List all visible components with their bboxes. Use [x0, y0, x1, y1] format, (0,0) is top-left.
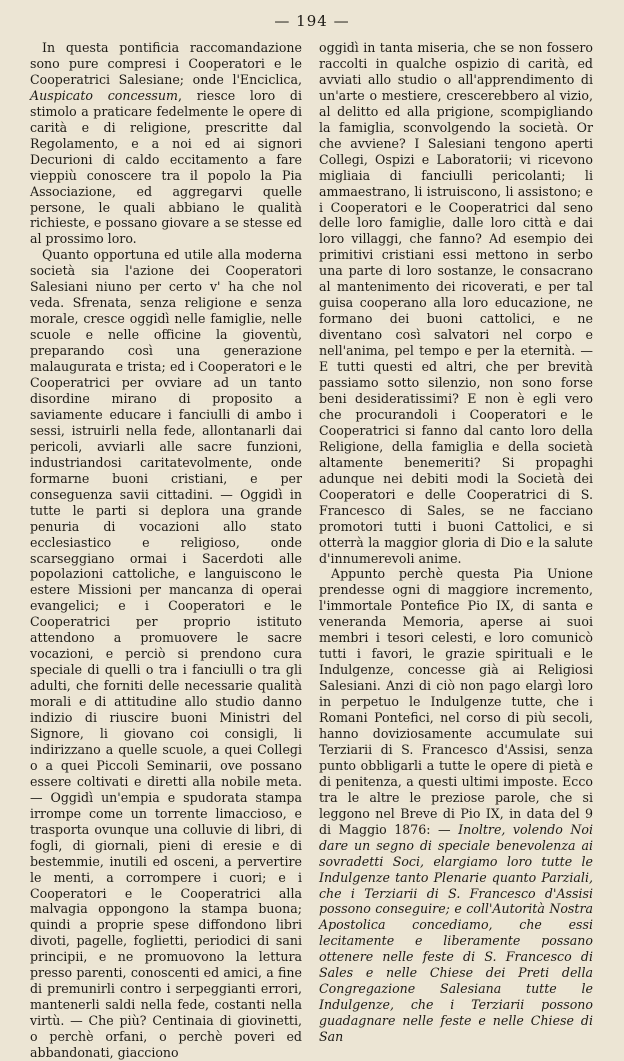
paragraph [319, 566, 593, 1045]
paragraph-text: In questa pontificia raccomandazione sono pure compresi i Cooperatori e le Cooperatrici Salesiane; onde l'Enciclica, [30, 40, 302, 87]
paragraph-text: , riesce loro di stimolo a praticare fedelmente le opere di carità e di religione, prescritte dal Regolamento, e a noi ed ai signori Decurioni di caldo eccitamento a fare vieppiù conoscere tra il popolo la Pia Associazione, ed aggregarvi quelle persone, le quali abbiano le qualità richieste, e possano giovare a se stesse ed al prossimo loro. [30, 87, 302, 247]
left-column [30, 40, 302, 1061]
paragraph [30, 40, 302, 247]
italic-quote: Inoltre, volendo Noi dare un segno di speciale benevolenza ai sovradetti Soci, elargiamo loro tutte le Indulgenze tanto Plenarie quanto Parziali, che i Terziarii di S. Francesco d'Assisi possono conseguire; e coll'Autorità Nostra Apostolica concediamo, che essi lecitamente e liberamente possano ottenere nelle feste di S. Francesco di Sales e nelle Chiese dei Preti della Congregazione Salesiana tutte le Indulgenze, che i Terziarii possono guadagnare nelle feste e nelle Chiese di San [319, 821, 593, 1045]
right-column [319, 40, 593, 1045]
italic-title: Auspicato concessum [30, 87, 178, 103]
page-number: — 194 — [274, 12, 350, 30]
paragraph-continued: oggidì in tanta miseria, che se non fossero raccolti in qualche ospizio di carità, ed avviati allo studio o all'apprendimento di un'arte o mestiere, crescerebbero al vizio, al delitto ed alla prigione, scompigliando la famiglia, sconvolgendo la società. Or che avviene? I Salesiani tengono aperti Collegi, Ospizi e Laboratorii; vi ricevono migliaia di fanciulli pericolanti; li ammaestrano, li istruiscono, li assistono; e i Cooperatori e le Cooperatrici dal seno delle loro famiglie, dalle loro città e dai loro villaggi, che fanno? Ad esempio dei primitivi cristiani essi mettono in serbo una parte di loro sostanze, le consacrano al mantenimento dei ricoverati, e per tal guisa cooperano alla loro educazione, ne formano dei buoni cattolici, e ne diventano così salvatori nel corpo e nell'anima, pel tempo e per la eternità. — E tutti questi ed altri, che per brevità passiamo sotto silenzio, non sono forse beni desideratissimi? E non è egli vero che procurandoli i Cooperatori e le Cooperatrici si fanno dal canto loro della Religione, della famiglia e della società altamente benemeriti? Si propaghi adunque nei debiti modi la Società dei Cooperatori e delle Cooperatrici di S. Francesco di Sales, se ne facciano promotori tutti i buoni Cattolici, e si otterrà la maggior gloria di Dio e la salute d'innumerevoli anime. [319, 40, 593, 566]
paragraph-text: Appunto perchè questa Pia Unione prendesse ogni di maggiore incremento, l'immortale Pontefice Pio IX, di santa e veneranda Memoria, aperse ai suoi membri i tesori celesti, e loro comunicò tutti i favori, le grazie spirituali e le Indulgenze, concesse già ai Religiosi Salesiani. Anzi di ciò non pago elargì loro in perpetuo le Indulgenze tutte, che i Romani Pontefici, nel corso di più secoli, hanno doviziosamente accumulate sui Terziarii di S. Francesco d'Assisi, senza punto obbligarli a tutte le opere di pietà e di penitenza, a questi ultimi imposte. Ecco tra le altre le preziose parole, che si leggono nel Breve di Pio IX, in data del 9 di Maggio 1876: — [319, 566, 593, 837]
paragraph: Quanto opportuna ed utile alla moderna società sia l'azione dei Cooperatori Salesiani niuno per certo v' ha che nol veda. Sfrenata, senza religione e senza morale, cresce oggidì nelle famiglie, nelle scuole e nelle officine la gioventù, preparando così una generazione malaugurata e trista; ed i Cooperatori e le Cooperatrici per ovviare ad un tanto disordine mirano di proposito a saviamente educare i fanciulli di ambo i sessi, istruirli nella fede, allontanarli dai pericoli, avviarli alle sacre funzioni, industriandosi caritatevolmente, onde formarne buoni cristiani, e per conseguenza savii cittadini. — Oggidì in tutte le parti si deplora una grande penuria di vocazioni allo stato ecclesiastico e religioso, onde scarseggiano ormai i Sacerdoti alle popolazioni cattoliche, e languiscono le estere Missioni per mancanza di operai evangelici; e i Cooperatori e le Cooperatrici per proprio istituto attendono a promuovere le sacre vocazioni, e perciò si prendono cura speciale di quelli o tra i fanciulli o tra gli adulti, che forniti delle necessarie qualità morali e di attitudine allo studio danno indizio di riuscire buoni Ministri del Signore, li giovano coi consigli, li indirizzano a quelle scuole, a quei Collegi o a quei Piccoli Seminarii, ove possano essere coltivati e diretti alla nobile meta. — Oggidì un'empia e spudorata stampa irrompe come un torrente limaccioso, e trasporta ovunque una colluvie di libri, di fogli, di giornali, pieni di eresie e di bestemmie, inutili ed osceni, a pervertire le menti, a corrompere i cuori; e i Cooperatori e le Cooperatrici alla malvagia oppongono la stampa buona; quindi a proprie spese diffondono libri divoti, pagelle, foglietti, periodici di sani principii, e ne promuovono la lettura presso parenti, conoscenti ed amici, a fine di premunirli contro i serpeggianti errori, mantenerli saldi nella fede, costanti nella virtù. — Che più? Centinaia di giovinetti, o perchè orfani, o perchè poveri ed abbandonati, giacciono [30, 247, 302, 1061]
